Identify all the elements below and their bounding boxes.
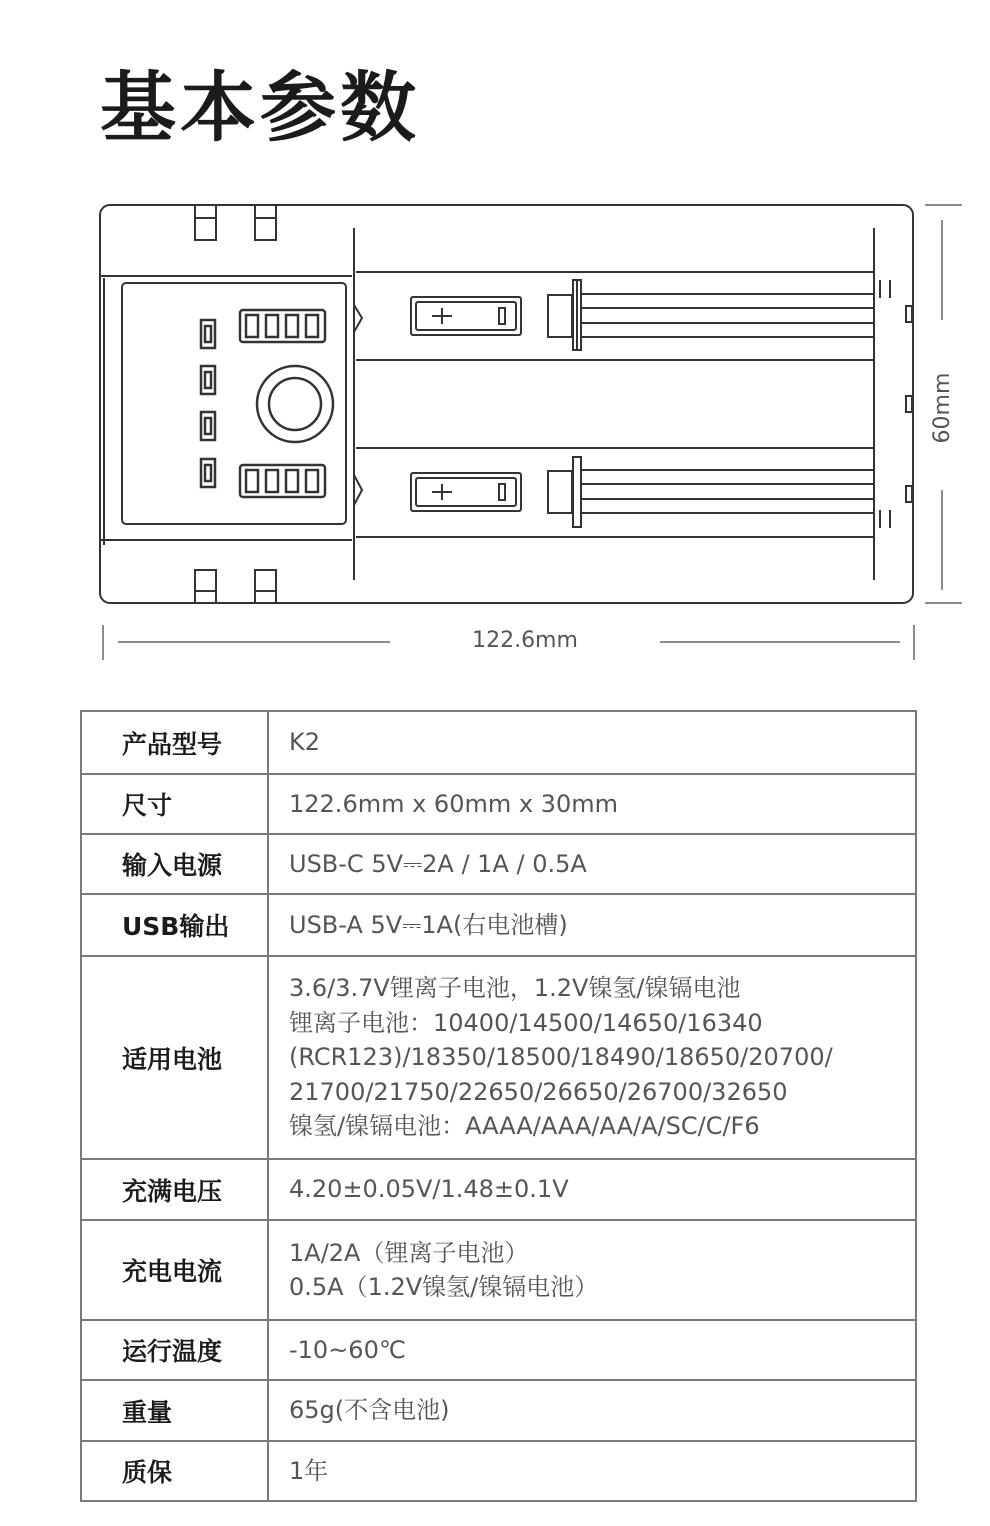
spec-value: K2 xyxy=(268,711,916,774)
spec-row xyxy=(81,834,916,894)
battery-slot-top xyxy=(411,280,874,350)
charger-diagram xyxy=(0,190,990,670)
spec-row xyxy=(81,1159,916,1220)
spec-value: 1年 xyxy=(268,1441,916,1501)
spec-key: 质保 xyxy=(81,1441,268,1501)
page-title: 基本参数 xyxy=(100,63,420,152)
spec-key: 产品型号 xyxy=(81,711,268,774)
spec-row xyxy=(81,1380,916,1441)
status-leds xyxy=(201,320,215,487)
spec-value: 1A/2A（锂离子电池） 0.5A（1.2V镍氢/镍镉电池） xyxy=(268,1220,916,1320)
spec-value: 3.6/3.7V锂离子电池，1.2V镍氢/镍镉电池 锂离子电池：10400/14500/14650/16340 (RCR123)/18350/18500/18490/18650/20700/ 21700/21750/22650/26650/26700/32650 镍氢/镍镉电池：AAAA/AAA/AA/A/SC/C/F6 xyxy=(268,956,916,1159)
spec-value: 4.20±0.05V/1.48±0.1V xyxy=(268,1159,916,1220)
spec-value: -10~60℃ xyxy=(268,1320,916,1380)
spec-row xyxy=(81,956,916,1159)
spec-value: USB-A 5V⎓1A(右电池槽) xyxy=(268,894,916,956)
spec-value: 65g(不含电池) xyxy=(268,1380,916,1441)
spec-key: 运行温度 xyxy=(81,1320,268,1380)
level-indicator-top xyxy=(240,310,325,342)
spec-key: USB输出 xyxy=(81,894,268,956)
charger-body xyxy=(100,205,913,603)
width-dimension-label: 122.6mm xyxy=(472,628,578,653)
battery-slot-bottom xyxy=(411,457,874,527)
spec-key: 输入电源 xyxy=(81,834,268,894)
spec-row xyxy=(81,1441,916,1501)
spec-key: 适用电池 xyxy=(81,956,268,1159)
spec-key: 尺寸 xyxy=(81,774,268,834)
spec-value: 122.6mm x 60mm x 30mm xyxy=(268,774,916,834)
level-indicator-bottom xyxy=(240,465,325,497)
mount-clips xyxy=(195,206,276,603)
spec-row xyxy=(81,1220,916,1320)
spec-key: 充满电压 xyxy=(81,1159,268,1220)
height-dimension-label: 60mm xyxy=(930,372,955,444)
spec-value: USB-C 5V⎓2A / 1A / 0.5A xyxy=(268,834,916,894)
spec-table xyxy=(80,710,917,1502)
spec-row xyxy=(81,774,916,834)
control-panel xyxy=(122,283,346,524)
spec-key: 重量 xyxy=(81,1380,268,1441)
spec-row xyxy=(81,894,916,956)
spec-row xyxy=(81,711,916,774)
spec-key: 充电电流 xyxy=(81,1220,268,1320)
spec-row xyxy=(81,1320,916,1380)
